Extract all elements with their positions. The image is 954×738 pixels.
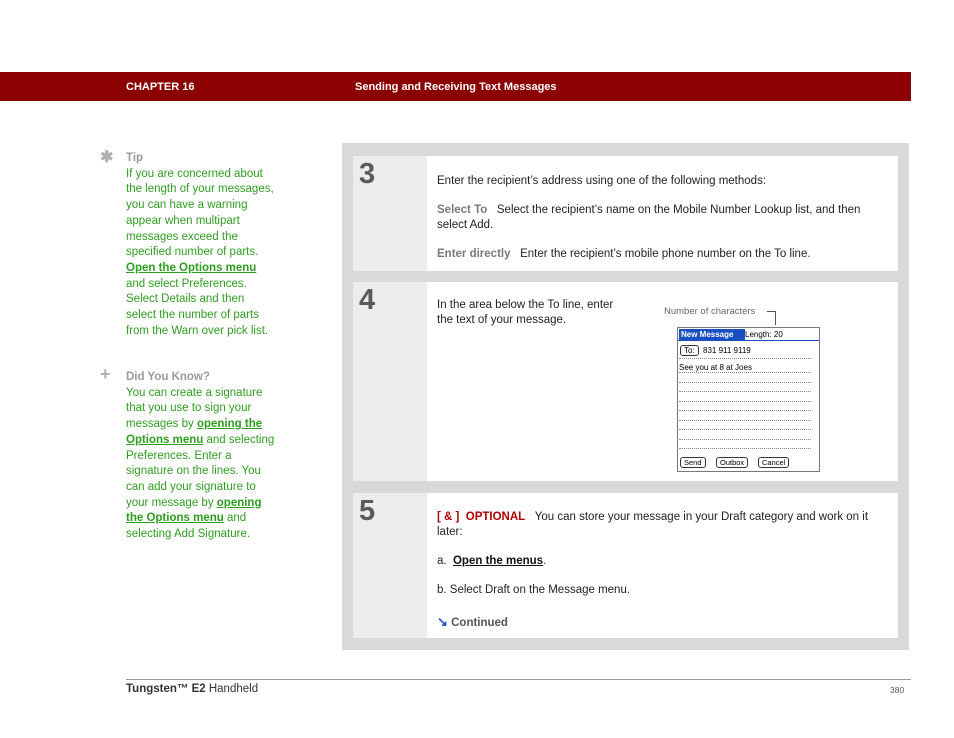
plus-icon: + [100,364,111,384]
cancel-button: Cancel [758,457,789,468]
did-you-know-heading [100,364,275,386]
step-3-content [437,174,887,262]
line-divider [679,420,811,421]
optional-mark: [ & ] [437,511,460,523]
footer-divider [126,679,911,680]
item-a-prefix: a. [437,555,447,567]
asterisk-icon: ✱ [100,149,114,166]
product-name: Tungsten™ E2 [126,683,206,695]
step-3-intro: Enter the recipient’s address using one of the following methods: [437,175,767,187]
line-divider [679,448,811,449]
chapter-title: Sending and Receiving Text Messages [355,81,557,93]
tip-box [100,151,275,339]
to-value: 831 911 9119 [703,346,751,355]
optional-label: OPTIONAL [465,511,526,523]
select-to-label: Select To [437,204,488,216]
step-number-column [353,156,427,271]
line-divider [679,429,811,430]
line-divider [679,410,811,411]
line-divider [679,372,811,373]
line-divider [679,358,811,359]
item-a [437,554,887,569]
item-a-suffix: . [543,555,547,567]
step-number: 5 [359,495,376,527]
product-suffix: Handheld [205,683,259,695]
continued-indicator [437,614,887,631]
line-divider [679,439,811,440]
did-you-know-box [100,364,275,543]
enter-directly-label: Enter directly [437,248,511,260]
device-screenshot [677,327,820,472]
line-divider [679,382,811,383]
page-number: 380 [890,685,905,695]
title-underline [678,340,819,341]
step-number-column [353,493,427,638]
arrow-down-right-icon: ↘ [437,614,448,629]
item-b: b. Select Draft on the Message menu. [437,584,631,596]
dyk-text-2: and selecting Preferences. Enter a signature on the lines. You can add your signature to your message by [126,433,275,509]
send-button: Send [680,457,706,468]
line-divider [679,391,811,392]
step-5 [353,493,898,638]
step-4-text: In the area below the To line, enter the text of your message. [437,299,614,326]
dyk-options-menu-link-2[interactable]: opening the Options menu [126,496,262,525]
select-to-method [437,203,887,233]
tip-options-menu-link[interactable]: Open the Options menu [126,261,257,274]
tip-body [100,167,275,340]
callout-leader-line [767,311,776,325]
did-you-know-label: Did You Know? [126,371,210,383]
to-button: To: [680,345,699,356]
open-the-menus-link[interactable]: Open the menus [452,555,544,567]
line-divider [679,401,811,402]
optional-note [437,510,887,540]
footer-product [126,683,258,695]
chapter-label: CHAPTER 16 [126,81,195,93]
dyk-text-1: You can create a signature that you use to sign your messages by [126,386,263,431]
message-text: See you at 8 at Joes [679,363,752,372]
select-to-text: Select the recipient’s name on the Mobile Number Lookup list, and then select Add. [437,204,861,231]
new-message-title: New Message [679,329,745,340]
did-you-know-body [100,386,275,543]
enter-directly-method [437,247,887,262]
tip-label: Tip [126,152,144,164]
step-3 [353,156,898,271]
step-5-content [437,510,887,631]
tip-text-1: If you are concerned about the length of your messages, you can have a warning appear when multipart messages exceed the specified number of parts. [126,167,274,259]
tip-heading [100,151,275,167]
continued-label: Continued [451,617,508,629]
length-indicator: Length: 20 [745,330,783,339]
chapter-header-bar [0,72,911,101]
step-number: 3 [359,158,376,190]
step-number-column [353,282,427,481]
number-of-characters-callout: Number of characters [664,306,756,317]
outbox-button: Outbox [716,457,748,468]
step-number: 4 [359,284,376,316]
optional-text: You can store your message in your Draft category and work on it later: [437,511,869,538]
tip-text-2: and select Preferences. Select Details and then select the number of parts from the Warn over pick list. [126,277,269,337]
dyk-text-3: and selecting Add Signature. [126,512,251,541]
dyk-options-menu-link-1[interactable]: opening the Options menu [126,418,263,446]
enter-directly-text: Enter the recipient’s mobile phone number on the To line. [520,248,811,260]
